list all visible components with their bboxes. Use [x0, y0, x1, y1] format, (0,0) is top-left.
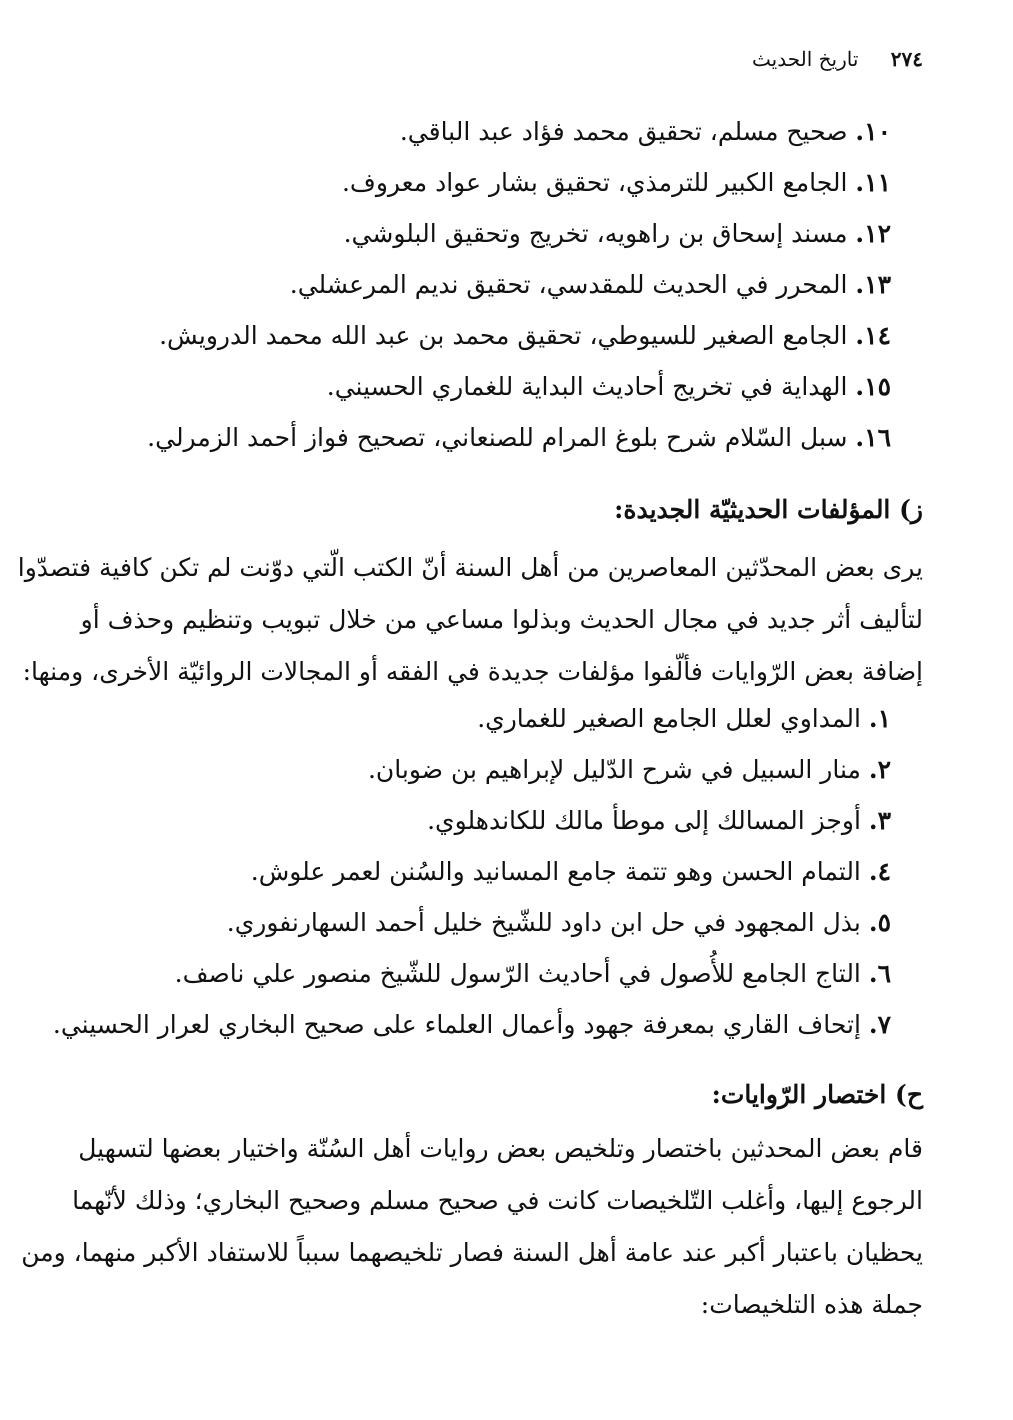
section-z-paragraph — [17, 542, 923, 698]
paragraph-line: لتأليف أثر جديد في مجال الحديث وبذلوا مساعي من خلال تبويب وتنظيم وحذف أو — [80, 605, 923, 634]
item-number: ١٣. — [855, 270, 891, 299]
reference-list-continued — [83, 106, 923, 463]
item-text: صحيح مسلم، تحقيق محمد فؤاد عبد الباقي. — [399, 117, 848, 146]
paragraph-line: جملة هذه التلخيصات: — [700, 1290, 923, 1319]
paragraph-line: الرجوع إليها، وأغلب التّلخيصات كانت في صحيح مسلم وصحيح البخاري؛ وذلك لأنّهما — [72, 1186, 923, 1215]
item-number: ١٠. — [855, 117, 891, 146]
item-text: الجامع الكبير للترمذي، تحقيق بشار عواد معروف. — [341, 168, 848, 197]
list-item — [83, 361, 923, 412]
item-number: ٣. — [868, 806, 891, 835]
paragraph-line: إضافة بعض الرّوايات فألّفوا مؤلفات جديدة في الفقه أو المجالات الروائيّة الأخرى، ومنها: — [22, 657, 923, 686]
item-number: ١٥. — [855, 372, 891, 401]
item-text: مسند إسحاق بن راهويه، تخريج وتحقيق البلوشي. — [343, 219, 848, 248]
list-item — [83, 744, 923, 795]
list-item — [83, 310, 923, 361]
running-header — [623, 44, 923, 74]
item-text: منار السبيل في شرح الدّليل لإبراهيم بن ضوبان. — [367, 755, 861, 784]
list-item — [83, 846, 923, 897]
item-text: أوجز المسالك إلى موطأ مالك للكاندهلوي. — [427, 806, 861, 835]
item-text: سبل السّلام شرح بلوغ المرام للصنعاني، تصحيح فواز أحمد الزمرلي. — [147, 423, 848, 452]
section-h-paragraph — [21, 1123, 923, 1331]
item-text: التاج الجامع للأُصول في أحاديث الرّسول للشّيخ منصور علي ناصف. — [174, 959, 861, 988]
section-h — [83, 1075, 923, 1115]
list-item — [83, 157, 923, 208]
item-text: الهداية في تخريج أحاديث البداية للغماري الحسيني. — [326, 372, 848, 401]
list-item — [83, 897, 923, 948]
item-text: المداوي لعلل الجامع الصغير للغماري. — [477, 704, 861, 733]
page-number: ٢٧٤ — [890, 47, 923, 71]
item-text: إتحاف القاري بمعرفة جهود وأعمال العلماء على صحيح البخاري لعرار الحسيني. — [52, 1010, 861, 1039]
list-item — [52, 999, 923, 1050]
item-number: ١٤. — [855, 321, 891, 350]
section-heading: ح) اختصار الرّوايات: — [711, 1080, 923, 1109]
item-text: الجامع الصغير للسيوطي، تحقيق محمد بن عبد الله محمد الدرويش. — [159, 321, 848, 350]
item-number: ٦. — [868, 959, 891, 988]
paragraph-line: يرى بعض المحدّثين المعاصرين من أهل السنة أنّ الكتب الّتي دوّنت لم تكن كافية فتصدّوا — [17, 553, 923, 582]
item-number: ١٢. — [855, 219, 891, 248]
list-item — [83, 948, 923, 999]
item-number: ٥. — [868, 908, 891, 937]
item-number: ١٦. — [855, 423, 891, 452]
paragraph-line: قام بعض المحدثين باختصار وتلخيص بعض روايات أهل السُنّة واختيار بعضها لتسهيل — [78, 1134, 923, 1163]
item-text: التمام الحسن وهو تتمة جامع المسانيد والسُنن لعمر علوش. — [250, 857, 861, 886]
item-text: بذل المجهود في حل ابن داود للشّيخ خليل أحمد السهارنفوري. — [226, 908, 861, 937]
list-item — [83, 693, 923, 744]
list-item — [83, 208, 923, 259]
item-number: ٤. — [868, 857, 891, 886]
new-works-list — [52, 693, 923, 1050]
item-number: ٧. — [868, 1010, 891, 1039]
item-text: المحرر في الحديث للمقدسي، تحقيق نديم المرعشلي. — [289, 270, 848, 299]
list-item — [83, 106, 923, 157]
list-item — [83, 412, 923, 463]
item-number: ١١. — [855, 168, 891, 197]
section-heading: ز) المؤلفات الحديثيّة الجديدة: — [614, 495, 923, 524]
item-number: ٢. — [868, 755, 891, 784]
paragraph-line: يحظيان باعتبار أكبر عند عامة أهل السنة فصار تلخيصهما سبباً للاستفاد الأكبر منهما، ومن — [21, 1238, 923, 1267]
item-number: ١. — [868, 704, 891, 733]
list-item — [83, 259, 923, 310]
list-item — [83, 795, 923, 846]
section-z — [83, 490, 923, 530]
running-title: تاريخ الحديث — [751, 47, 859, 71]
